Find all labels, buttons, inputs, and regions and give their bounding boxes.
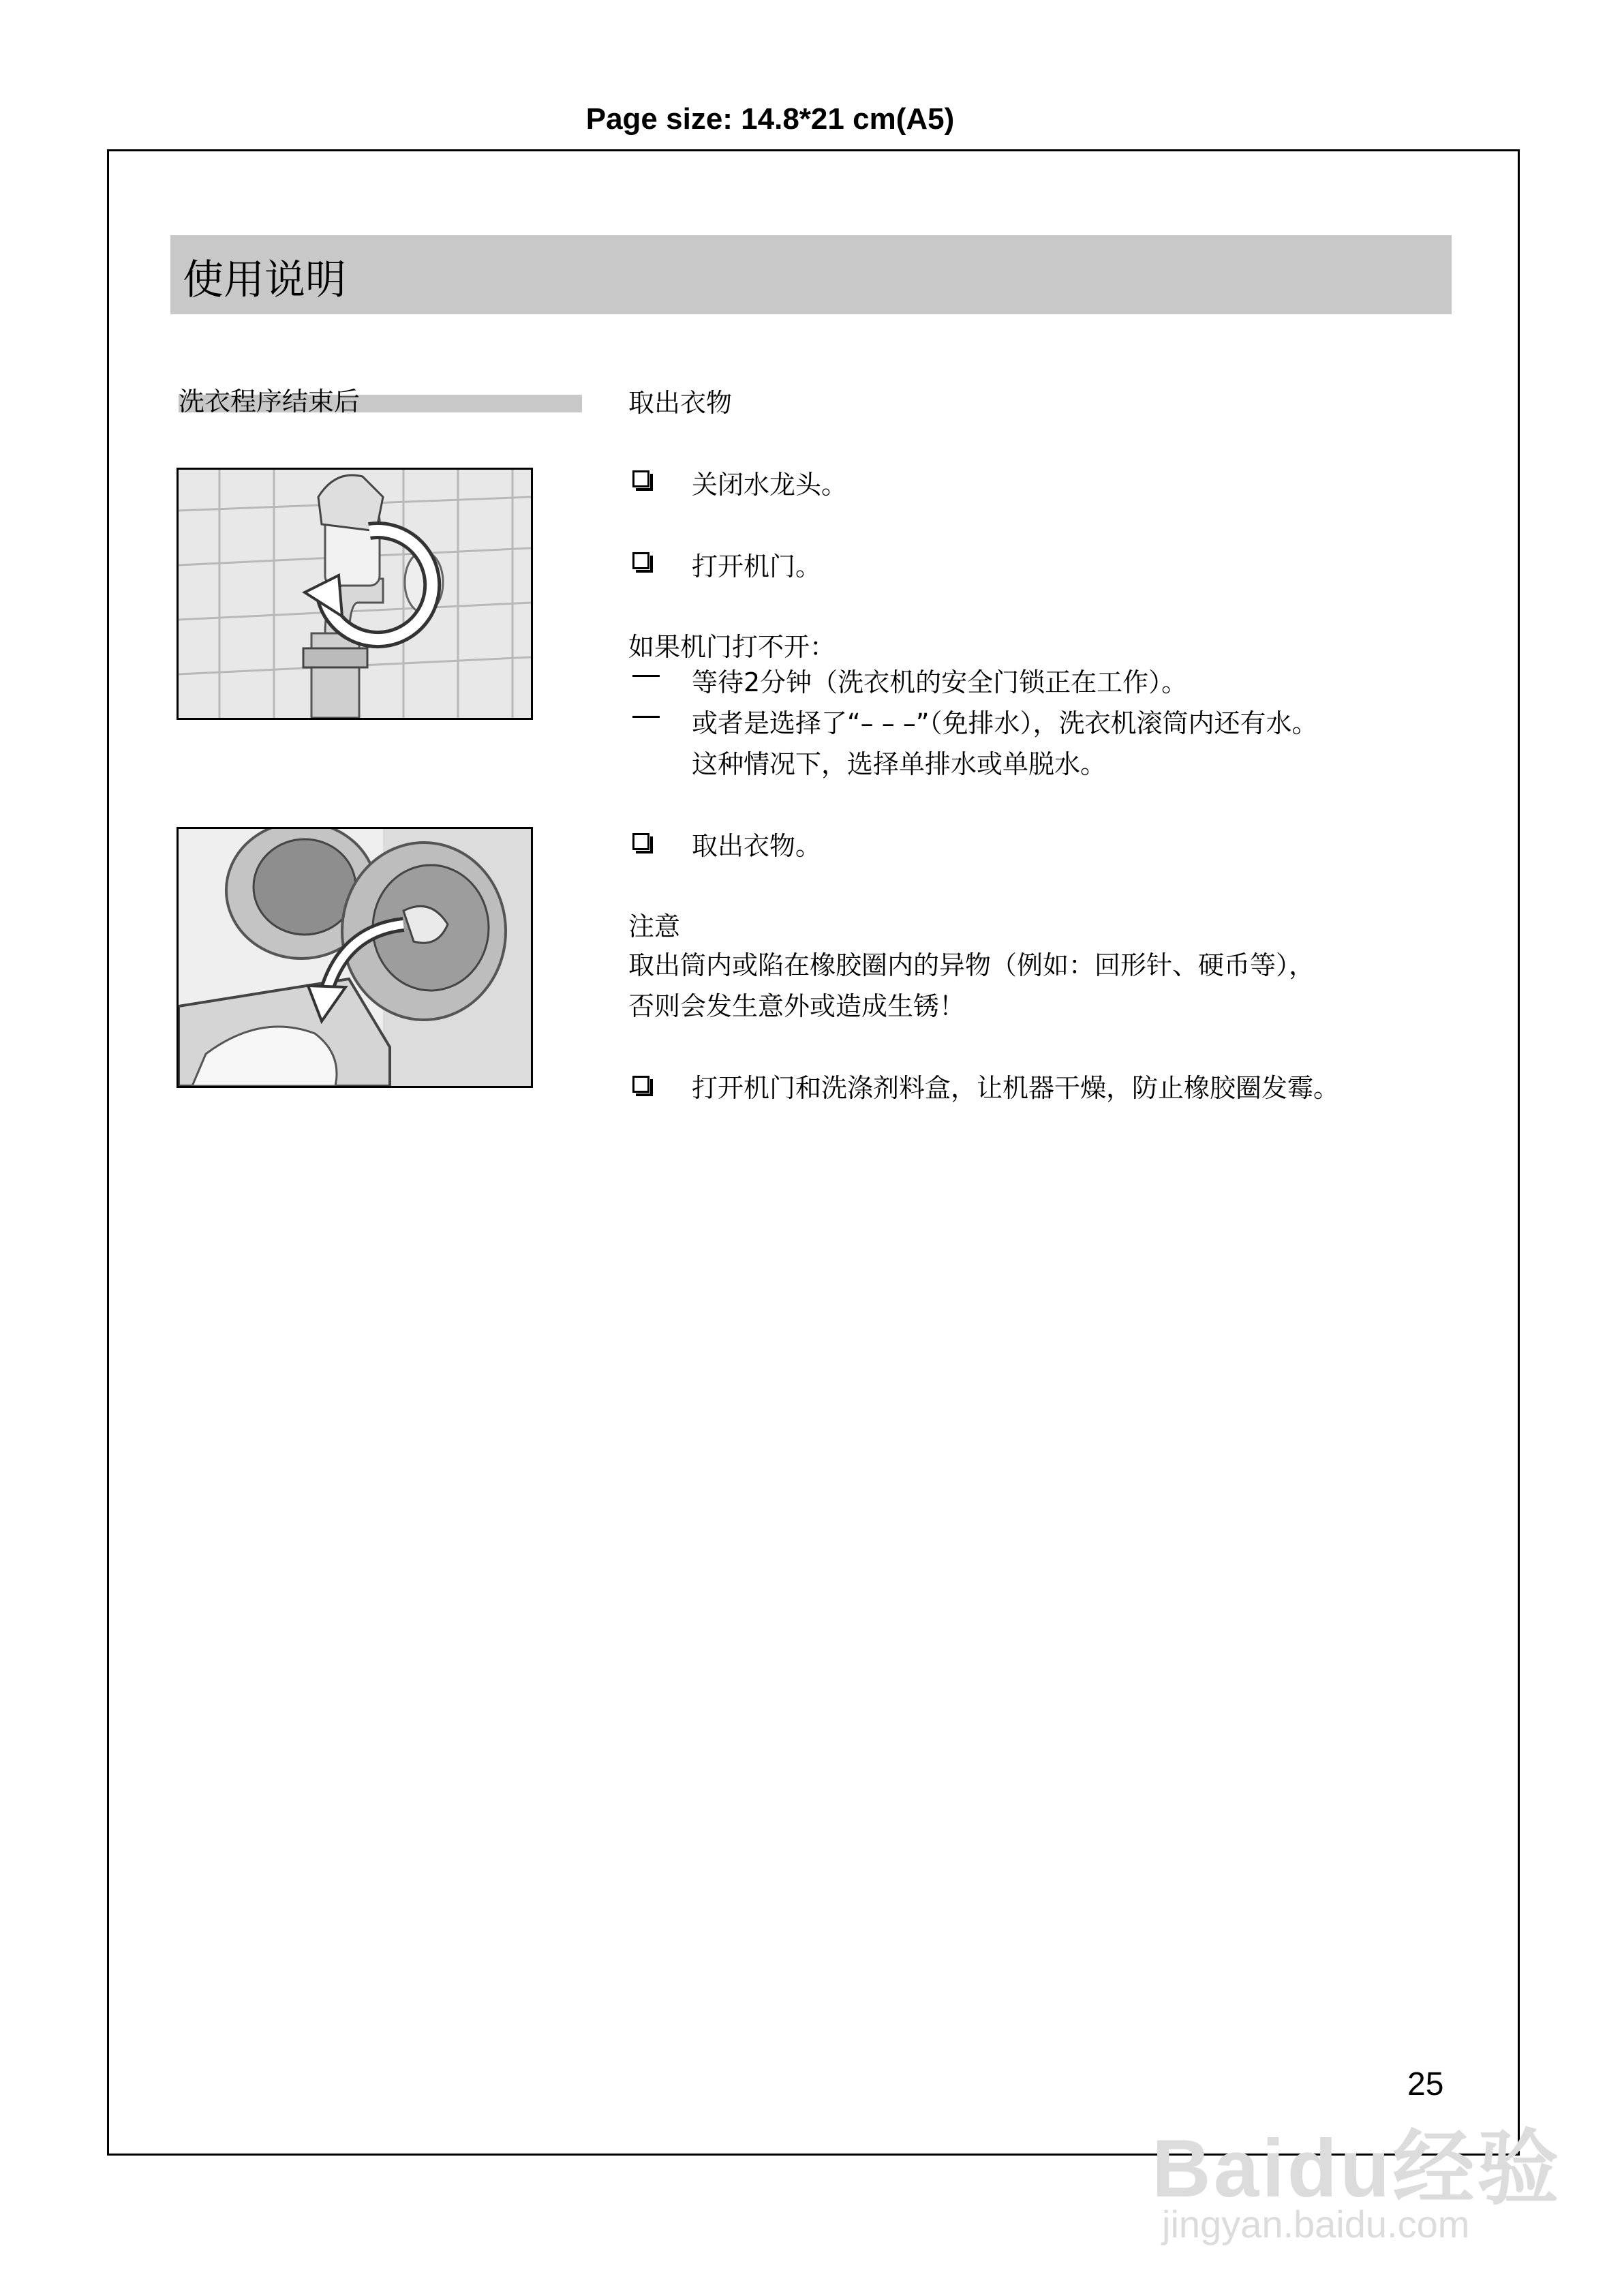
door-stuck-reason-1: 等待2分钟（洗衣机的安全门锁正在工作）。: [692, 667, 1188, 697]
step-close-tap: 关闭水龙头。: [692, 470, 848, 500]
dash-bullet-icon: [632, 675, 660, 677]
note-heading: 注意: [628, 911, 681, 941]
door-stuck-reason-2: 或者是选择了“– – –”（免排水），洗衣机滚筒内还有水。: [692, 708, 1318, 738]
right-heading: 取出衣物: [628, 388, 733, 418]
laundry-removal-illustration: [177, 827, 533, 1088]
page-number: 25: [1407, 2066, 1444, 2102]
checkbox-icon: [632, 833, 649, 850]
door-stuck-reason-2-continued: 这种情况下，选择单排水或单脱水。: [692, 749, 1107, 779]
section-title: 使用说明: [183, 256, 346, 304]
watermark-url: jingyan.baidu.com: [1162, 2203, 1470, 2246]
dash-bullet-icon: [632, 716, 660, 718]
note-line-1: 取出筒内或陷在橡胶圈内的异物（例如：回形针、硬币等），: [628, 950, 1315, 980]
laundry-removal-drawing: [179, 829, 531, 1086]
step-remove-laundry: 取出衣物。: [692, 831, 822, 861]
door-stuck-intro: 如果机门打不开：: [628, 632, 836, 662]
tap-illustration-drawing: [179, 470, 531, 718]
tap-illustration: [177, 468, 533, 720]
step-open-door: 打开机门。: [692, 552, 822, 581]
watermark-brand: Baidu经验: [1152, 2123, 1562, 2214]
checkbox-icon: [632, 1076, 649, 1093]
page-size-label: Page size: 14.8*21 cm(A5): [585, 102, 955, 136]
checkbox-icon: [632, 552, 649, 569]
checkbox-icon: [632, 470, 649, 487]
section-title-bar: [170, 235, 1452, 314]
step-final: 打开机门和洗涤剂料盒，让机器干燥，防止橡胶圈发霉。: [692, 1073, 1340, 1103]
left-subheading: 洗衣程序结束后: [179, 387, 361, 417]
page-frame: [107, 149, 1520, 2156]
note-line-2: 否则会发生意外或造成生锈！: [628, 991, 966, 1021]
